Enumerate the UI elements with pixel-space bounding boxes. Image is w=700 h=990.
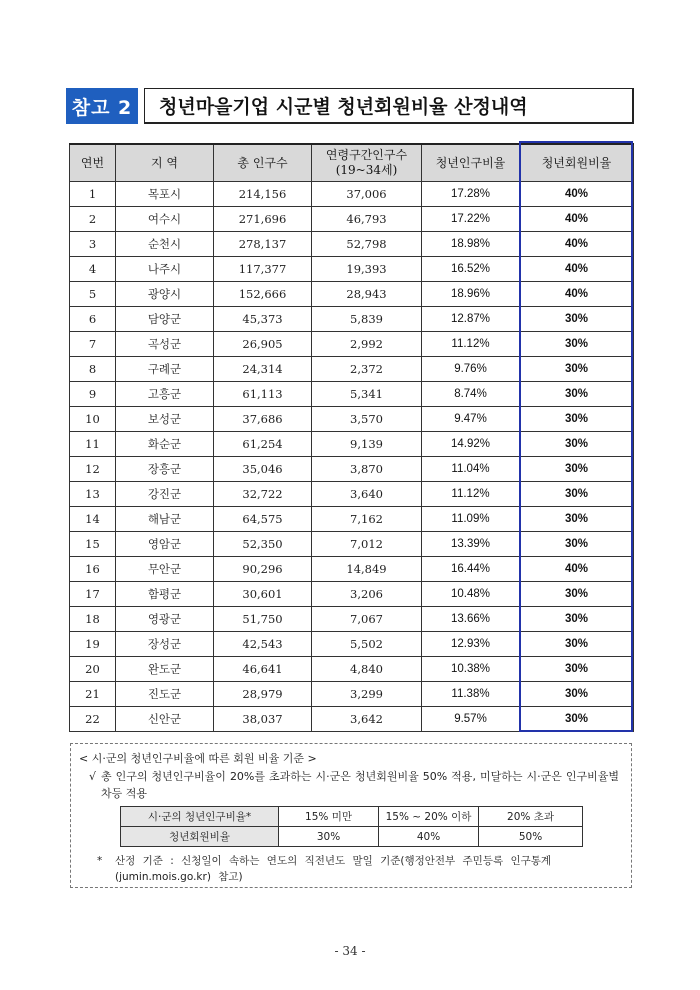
table-row (70, 407, 634, 432)
criteria-row-member (121, 827, 583, 847)
cell-no: 4 (70, 257, 116, 282)
cell-youth-ratio: 11.12% (422, 332, 520, 357)
cell-youth-population: 3,640 (312, 482, 422, 507)
criteria-table (120, 806, 583, 847)
table-row (70, 707, 634, 732)
cell-total-population: 278,137 (214, 232, 312, 257)
cell-member-ratio: 30% (520, 407, 634, 432)
note-footnote (97, 853, 627, 885)
cell-youth-ratio: 16.52% (422, 257, 520, 282)
cell-region: 곡성군 (116, 332, 214, 357)
cell-youth-population: 2,372 (312, 357, 422, 382)
reference-tag: 참고 2 (66, 88, 138, 124)
cell-total-population: 37,686 (214, 407, 312, 432)
table-row (70, 357, 634, 382)
cell-youth-population: 3,642 (312, 707, 422, 732)
cell-total-population: 271,696 (214, 207, 312, 232)
cell-total-population: 214,156 (214, 182, 312, 207)
header-age-line2: (19~34세) (335, 163, 398, 177)
cell-member-ratio: 30% (520, 632, 634, 657)
youth-ratio-table (69, 143, 634, 732)
cell-total-population: 45,373 (214, 307, 312, 332)
asterisk-mark: * (97, 855, 103, 867)
cell-region: 나주시 (116, 257, 214, 282)
table-row (70, 532, 634, 557)
cell-region: 함평군 (116, 582, 214, 607)
table-row (70, 282, 634, 307)
cell-youth-population: 3,299 (312, 682, 422, 707)
cell-total-population: 28,979 (214, 682, 312, 707)
cell-member-ratio: 40% (520, 257, 634, 282)
cell-member-ratio: 40% (520, 182, 634, 207)
criteria-cell: 50% (479, 827, 583, 847)
cell-no: 3 (70, 232, 116, 257)
cell-youth-ratio: 14.92% (422, 432, 520, 457)
cell-member-ratio: 30% (520, 432, 634, 457)
cell-member-ratio: 30% (520, 682, 634, 707)
cell-region: 무안군 (116, 557, 214, 582)
cell-no: 18 (70, 607, 116, 632)
cell-total-population: 51,750 (214, 607, 312, 632)
cell-member-ratio: 30% (520, 657, 634, 682)
criteria-note-box (70, 743, 632, 888)
cell-youth-ratio: 17.22% (422, 207, 520, 232)
cell-region: 목포시 (116, 182, 214, 207)
cell-no: 15 (70, 532, 116, 557)
cell-total-population: 61,113 (214, 382, 312, 407)
cell-total-population: 46,641 (214, 657, 312, 682)
cell-no: 22 (70, 707, 116, 732)
cell-member-ratio: 30% (520, 357, 634, 382)
cell-region: 강진군 (116, 482, 214, 507)
table-row (70, 207, 634, 232)
cell-youth-ratio: 18.98% (422, 232, 520, 257)
cell-member-ratio: 30% (520, 507, 634, 532)
cell-youth-population: 3,206 (312, 582, 422, 607)
cell-youth-ratio: 11.12% (422, 482, 520, 507)
table-row (70, 307, 634, 332)
cell-no: 21 (70, 682, 116, 707)
table-row (70, 557, 634, 582)
cell-member-ratio: 40% (520, 232, 634, 257)
cell-youth-ratio: 18.96% (422, 282, 520, 307)
cell-total-population: 61,254 (214, 432, 312, 457)
cell-region: 순천시 (116, 232, 214, 257)
cell-member-ratio: 40% (520, 207, 634, 232)
cell-youth-population: 14,849 (312, 557, 422, 582)
cell-youth-population: 5,839 (312, 307, 422, 332)
cell-no: 5 (70, 282, 116, 307)
cell-region: 완도군 (116, 657, 214, 682)
cell-region: 광양시 (116, 282, 214, 307)
table-row (70, 457, 634, 482)
cell-member-ratio: 30% (520, 457, 634, 482)
cell-total-population: 35,046 (214, 457, 312, 482)
cell-region: 담양군 (116, 307, 214, 332)
cell-youth-population: 5,341 (312, 382, 422, 407)
cell-total-population: 32,722 (214, 482, 312, 507)
cell-member-ratio: 30% (520, 582, 634, 607)
cell-total-population: 64,575 (214, 507, 312, 532)
cell-member-ratio: 30% (520, 307, 634, 332)
cell-no: 14 (70, 507, 116, 532)
cell-region: 신안군 (116, 707, 214, 732)
cell-no: 20 (70, 657, 116, 682)
cell-region: 고흥군 (116, 382, 214, 407)
cell-youth-population: 7,067 (312, 607, 422, 632)
table-row (70, 507, 634, 532)
cell-youth-population: 37,006 (312, 182, 422, 207)
cell-member-ratio: 40% (520, 557, 634, 582)
cell-total-population: 52,350 (214, 532, 312, 557)
section-title (66, 88, 634, 124)
footnote-text: 산정 기준 : 신청일이 속하는 연도의 직전년도 말일 기준(행정안전부 주민등록 인구통계 (jumin.mois.go.kr) 참고) (115, 855, 552, 883)
table-row (70, 382, 634, 407)
cell-youth-ratio: 10.38% (422, 657, 520, 682)
table-row (70, 432, 634, 457)
cell-no: 9 (70, 382, 116, 407)
cell-region: 영광군 (116, 607, 214, 632)
cell-region: 해남군 (116, 507, 214, 532)
cell-no: 11 (70, 432, 116, 457)
header-member-ratio: 청년회원비율 (520, 144, 634, 182)
cell-no: 16 (70, 557, 116, 582)
cell-total-population: 42,543 (214, 632, 312, 657)
cell-member-ratio: 30% (520, 607, 634, 632)
table-row (70, 257, 634, 282)
cell-youth-population: 46,793 (312, 207, 422, 232)
cell-total-population: 24,314 (214, 357, 312, 382)
cell-no: 2 (70, 207, 116, 232)
cell-youth-population: 9,139 (312, 432, 422, 457)
cell-total-population: 30,601 (214, 582, 312, 607)
note-bullet-text: 총 인구의 청년인구비율이 20%를 초과하는 시·군은 청년회원비율 50% 적용, 미달하는 시·군은 인구비율별 차등 적용 (101, 770, 619, 800)
cell-youth-ratio: 12.93% (422, 632, 520, 657)
note-heading: < 시·군의 청년인구비율에 따른 회원 비율 기준 > (79, 752, 317, 765)
header-region: 지 역 (116, 144, 214, 182)
table-row (70, 682, 634, 707)
cell-region: 영암군 (116, 532, 214, 557)
header-youth-ratio: 청년인구비율 (422, 144, 520, 182)
cell-total-population: 152,666 (214, 282, 312, 307)
criteria-cell: 40% (379, 827, 479, 847)
criteria-cell: 15% ~ 20% 이하 (379, 807, 479, 827)
cell-no: 7 (70, 332, 116, 357)
cell-youth-population: 52,798 (312, 232, 422, 257)
cell-total-population: 90,296 (214, 557, 312, 582)
header-age-group-population (312, 144, 422, 182)
page-title: 청년마을기업 시군별 청년회원비율 산정내역 (144, 88, 634, 124)
cell-youth-ratio: 8.74% (422, 382, 520, 407)
table-row (70, 657, 634, 682)
cell-region: 장흥군 (116, 457, 214, 482)
table-row (70, 482, 634, 507)
criteria-cell: 20% 초과 (479, 807, 583, 827)
cell-youth-ratio: 11.04% (422, 457, 520, 482)
cell-region: 여수시 (116, 207, 214, 232)
cell-youth-ratio: 9.76% (422, 357, 520, 382)
cell-youth-population: 7,162 (312, 507, 422, 532)
cell-youth-ratio: 13.66% (422, 607, 520, 632)
cell-member-ratio: 30% (520, 532, 634, 557)
cell-region: 진도군 (116, 682, 214, 707)
cell-member-ratio: 40% (520, 282, 634, 307)
note-bullet (89, 768, 619, 802)
cell-total-population: 117,377 (214, 257, 312, 282)
table-row (70, 632, 634, 657)
cell-no: 6 (70, 307, 116, 332)
cell-youth-ratio: 17.28% (422, 182, 520, 207)
table-row (70, 607, 634, 632)
cell-member-ratio: 30% (520, 707, 634, 732)
criteria-cell: 15% 미만 (279, 807, 379, 827)
cell-youth-ratio: 11.38% (422, 682, 520, 707)
table-row (70, 232, 634, 257)
cell-youth-ratio: 16.44% (422, 557, 520, 582)
cell-member-ratio: 30% (520, 332, 634, 357)
cell-no: 1 (70, 182, 116, 207)
cell-region: 장성군 (116, 632, 214, 657)
cell-no: 8 (70, 357, 116, 382)
table-row (70, 582, 634, 607)
cell-youth-population: 7,012 (312, 532, 422, 557)
cell-youth-population: 19,393 (312, 257, 422, 282)
header-age-line1: 연령구간인구수 (325, 148, 408, 162)
cell-region: 화순군 (116, 432, 214, 457)
cell-region: 구례군 (116, 357, 214, 382)
cell-youth-population: 5,502 (312, 632, 422, 657)
table-header-row (70, 144, 634, 182)
criteria-row-ratio (121, 807, 583, 827)
cell-no: 12 (70, 457, 116, 482)
cell-no: 10 (70, 407, 116, 432)
cell-youth-population: 28,943 (312, 282, 422, 307)
table-row (70, 332, 634, 357)
header-no: 연번 (70, 144, 116, 182)
check-mark-icon: √ (89, 770, 97, 783)
cell-youth-population: 3,570 (312, 407, 422, 432)
cell-total-population: 26,905 (214, 332, 312, 357)
cell-no: 13 (70, 482, 116, 507)
criteria-cell: 청년회원비율 (121, 827, 279, 847)
cell-youth-ratio: 9.57% (422, 707, 520, 732)
cell-region: 보성군 (116, 407, 214, 432)
cell-youth-ratio: 10.48% (422, 582, 520, 607)
cell-youth-population: 3,870 (312, 457, 422, 482)
cell-youth-population: 4,840 (312, 657, 422, 682)
cell-member-ratio: 30% (520, 382, 634, 407)
cell-no: 19 (70, 632, 116, 657)
criteria-cell: 30% (279, 827, 379, 847)
page-number: - 34 - (334, 944, 366, 958)
cell-member-ratio: 30% (520, 482, 634, 507)
criteria-cell: 시·군의 청년인구비율* (121, 807, 279, 827)
cell-youth-ratio: 9.47% (422, 407, 520, 432)
cell-youth-ratio: 13.39% (422, 532, 520, 557)
header-total-population: 총 인구수 (214, 144, 312, 182)
cell-youth-ratio: 11.09% (422, 507, 520, 532)
cell-total-population: 38,037 (214, 707, 312, 732)
cell-youth-ratio: 12.87% (422, 307, 520, 332)
table-row (70, 182, 634, 207)
cell-no: 17 (70, 582, 116, 607)
cell-youth-population: 2,992 (312, 332, 422, 357)
